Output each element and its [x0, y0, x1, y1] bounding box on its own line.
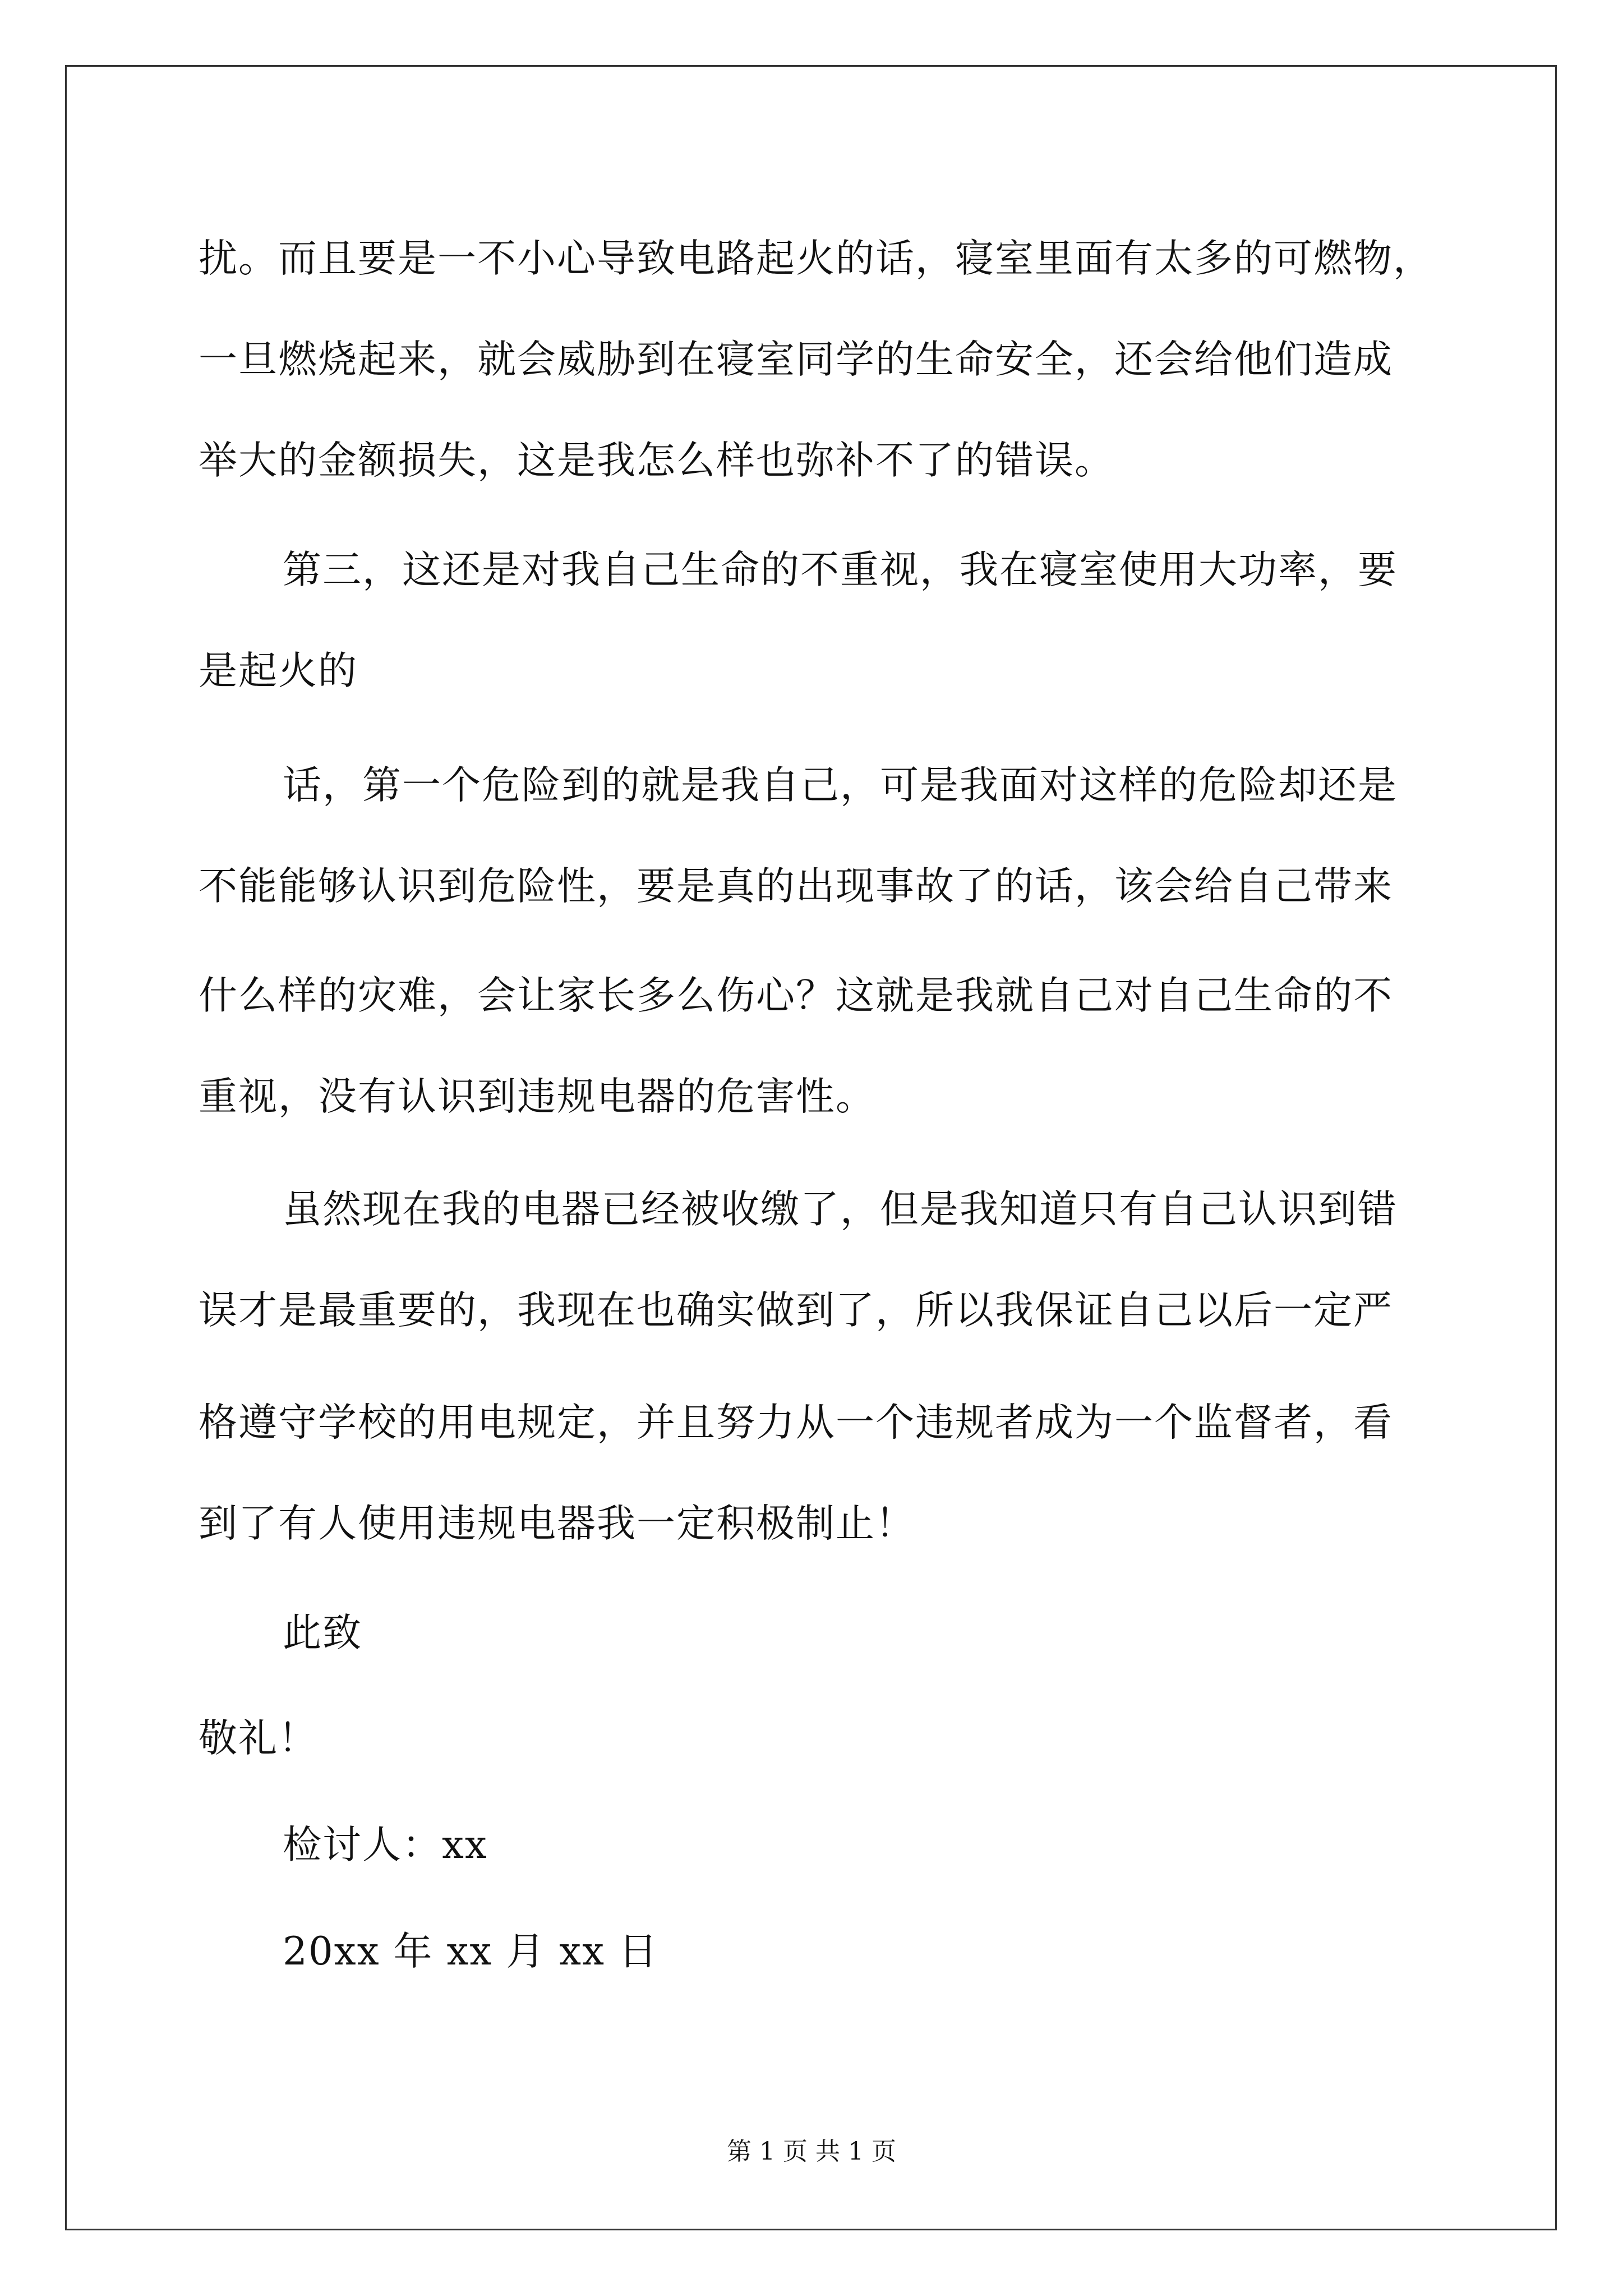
closing-regards: 敬礼！: [199, 1716, 318, 1761]
closing-salutation: 此致: [283, 1611, 362, 1655]
page-number-footer: 第 1 页 共 1 页: [727, 2137, 896, 2166]
text-line: 扰。而且要是一不小心导致电路起火的话，寝室里面有太多的可燃物，: [199, 236, 1433, 281]
signature-line: 检讨人：xx: [283, 1823, 488, 1867]
text-line: 什么样的灾难，会让家长多么伤心？这就是我就自己对自己生命的不: [199, 973, 1393, 1018]
text-line: 重视，没有认识到违规电器的危害性。: [199, 1074, 875, 1119]
text-line: 是起火的: [199, 648, 358, 693]
text-line: 误才是最重要的，我现在也确实做到了，所以我保证自己以后一定严: [199, 1288, 1393, 1333]
page-border: [65, 65, 1557, 2230]
text-line: 到了有人使用违规电器我一定积极制止！: [199, 1501, 915, 1546]
text-line: 一旦燃烧起来，就会威胁到在寝室同学的生命安全，还会给他们造成: [199, 337, 1393, 382]
date-line: 20xx 年 xx 月 xx 日: [283, 1929, 658, 1974]
text-line: 虽然现在我的电器已经被收缴了，但是我知道只有自己认识到错: [283, 1187, 1398, 1232]
text-line: 第三，这还是对我自己生命的不重视，我在寝室使用大功率，要: [283, 547, 1398, 592]
text-line: 话，第一个危险到的就是我自己，可是我面对这样的危险却还是: [283, 763, 1398, 808]
text-line: 不能能够认识到危险性，要是真的出现事故了的话，该会给自己带来: [199, 864, 1393, 909]
text-line: 格遵守学校的用电规定，并且努力从一个违规者成为一个监督者，看: [199, 1400, 1393, 1445]
text-line: 举大的金额损失，这是我怎么样也弥补不了的错误。: [199, 438, 1114, 483]
